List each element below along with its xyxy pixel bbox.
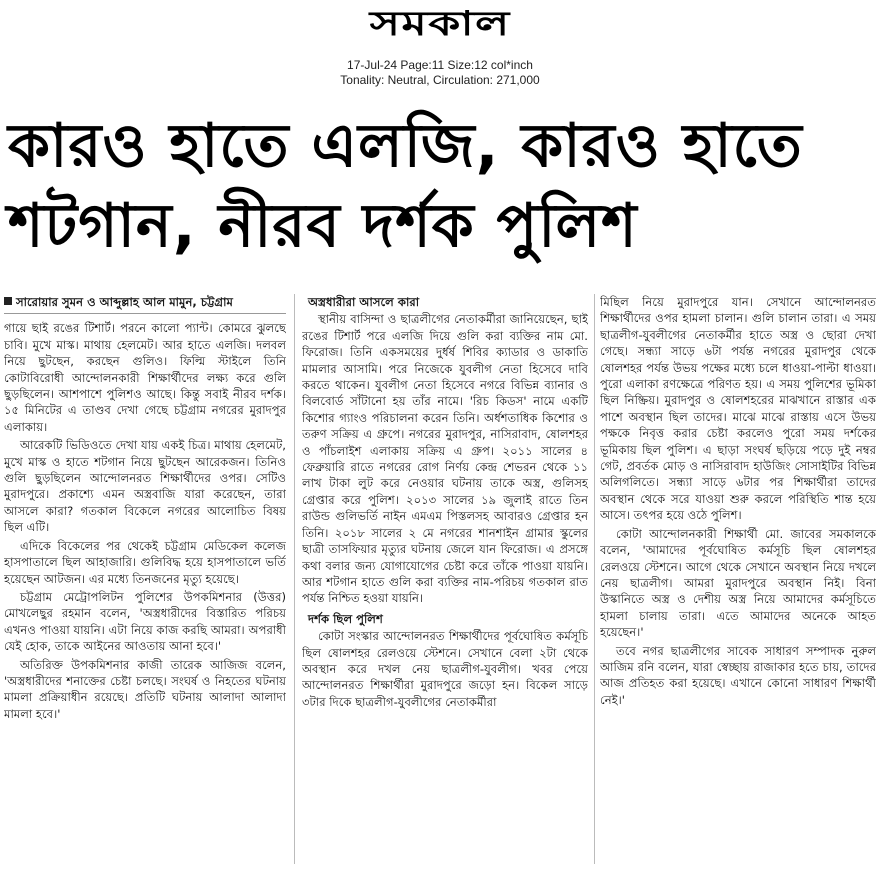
clip-meta-line2: Tonality: Neutral, Circulation: 271,000 xyxy=(340,73,540,87)
headline xyxy=(8,106,876,266)
paragraph: গায়ে ছাই রঙের টিশার্ট। পরনে কালো প্যান্ট। কোমরে ঝুলছে চাবি। মুখে মাস্ক। মাথায় হেলমেট। আর হাতে এলজি। দলবল নিয়ে ছুটছেন, করছেন গুলিও। ফিল্মি স্টাইলে তিনি কোটাবিরোধী আন্দোলনকারী শিক্ষার্থীদের লক্ষ্য করে গুলি ছুড়ছিলেন। আশপাশে পুলিশও আছে। কিন্তু সবাই নীরব দর্শক। ১৫ মিনিটের এ তাণ্ডব দেখা গেছে চট্টগ্রাম নগরের মুরাদপুর এলাকায়। xyxy=(4,321,286,434)
paragraph: কোটা আন্দোলনকারী শিক্ষার্থী মো. জাবের সমকালকে বলেন, 'আমাদের পূর্বঘোষিত কর্মসূচি ছিল ষোলশহর রেলওয়ে স্টেশনে। আগে থেকে সেখানে অবস্থান নিয়ে দখলে নেয় ছাত্রলীগ। আমরা মুরাদপুরে অবস্থান নিই। বিনা উস্কানিতে অস্ত্র ও দেশীয় অস্ত্র নিয়ে আমাদের কর্মসূচিতে হামলা চালায় তারা। এতে আমাদের অনেকে আহত হয়েছেন।' xyxy=(600,526,876,640)
paragraph: মিছিল নিয়ে মুরাদপুরে যান। সেখানে আন্দোলনরত শিক্ষার্থীদের ওপর হামলা চালান। গুলি চালান তারা। এ সময় ছাত্রলীগ-যুবলীগের নেতাকর্মীর হাতে অস্ত্র ও ছোরা দেখা গেছে। সন্ধ্যা সাড়ে ৬টা পর্যন্ত নগরের মুরাদপুর থেকে ষোলশহর পর্যন্ত উভয় পক্ষের মধ্যে চলে ধাওয়া-পাল্টা ধাওয়া। পুরো এলাকা রণক্ষেত্রে পরিণত হয়। এ সময় পুলিশের ভূমিকা ছিল নিষ্ক্রিয়। মুরাদপুর ও ষোলশহরের মাঝখানে রাস্তার এক পাশে অবস্থান ছিল তাদের। মাঝে মাঝে রাস্তায় এসে উভয় পক্ষকে নিবৃত্ত করার চেষ্টা করলেও পুরো সময় দর্শকের ভূমিকায় ছিল পুলিশ। এ ছাড়া সংঘর্ষ ছড়িয়ে পড়ে দুই নম্বর গেট, প্রবর্তক মোড় ও নাসিরাবাদ হাউজিং সোসাইটির বিভিন্ন অলিগলিতে। সন্ধ্যা সাড়ে ৬টার পর শিক্ষার্থীরা তাদের অবস্থান থেকে সরে যাওয়া শুরু করলে পরিস্থিতি শান্ত হয়ে আসে। তৎপর হয়ে ওঠে পুলিশ। xyxy=(600,295,876,523)
paragraph: স্থানীয় বাসিন্দা ও ছাত্রলীগের নেতাকর্মীরা জানিয়েছেন, ছাই রঙের টিশার্ট পরে এলজি দিয়ে গুলি করা ব্যক্তির নাম মো. ফিরোজ। তিনি একসময়ের দুর্ধর্ষ শিবির ক্যাডার ও ডাকাতি মামলার আসামি। পরে নিজেকে যুবলীগ নেতা হিসেবে দাবি করতে থাকেন। যুবলীগ নেতা হিসেবে নগরে বিভিন্ন ব্যানার ও বিলবোর্ড সাঁটানো হয় তাঁর নামে। 'রিচ কিডস' নামে একটি কিশোর গ্যাংও পরিচালনা করেন তিনি। অর্ধশতাধিক কিশোর ও তরুণ সক্রিয় এ গ্রুপে। নগরের মুরাদপুর, নাসিরাবাদ, ষোলশহর ও পাঁচলাইশ এলাকায় সক্রিয় এ গ্রুপ। ২০১১ সালের ৪ ফেব্রুয়ারি রাতে নগরের রোগ নির্ণয় কেন্দ্র শেভরন থেকে ১১ লাখ টাকা লুট করে নেওয়ার ঘটনায় তাকে অস্ত্র, গুলিসহ গ্রেপ্তার করে পুলিশ। ২০১৩ সালের ১৯ জুলাই রাতে তিন রাউন্ড গুলিভর্তি নাইন এমএম পিস্তলসহ আবারও গ্রেপ্তার হন তিনি। ২০১৮ সালের ২ মে নগরের শানশাইন গ্রামার স্কুলের ছাত্রী তাসফিয়ার মৃত্যুর ঘটনায় জেলে যান ফিরোজ। এ প্রসঙ্গে কথা বলার জন্য যোগাযোগের চেষ্টা করে তাঁকে পাওয়া যায়নি। আর শটগান হাতে গুলি করা ব্যক্তির নাম-পরিচয় গতকাল রাত পর্যন্ত নিশ্চিত হওয়া যায়নি। xyxy=(302,312,588,606)
headline-line2: শটগান, নীরব দর্শক পুলিশ xyxy=(8,191,638,261)
byline-text: সারোয়ার সুমন ও আব্দুল্লাহ আল মামুন, চট্টগ্রাম xyxy=(16,295,233,309)
paragraph: চট্টগ্রাম মেট্রোপলিটন পুলিশের উপকমিশনার (উত্তর) মোখলেছুর রহমান বলেন, 'অস্ত্রধারীদের বিস্তারিত পরিচয় এখনও পাওয়া যায়নি। এটা নিয়ে কাজ করছি আমরা। অপরাধী যেই হোক, তাকে আইনের আওতায় আনা হবে।' xyxy=(4,589,286,654)
paragraph: কোটা সংস্কার আন্দোলনরত শিক্ষার্থীদের পূর্বঘোষিত কর্মসূচি ছিল ষোলশহর রেলওয়ে স্টেশনে। সেখানে বেলা ২টা থেকে অবস্থান করে দখল নেয় ছাত্রলীগ-যুবলীগ। খবর পেয়ে আন্দোলনরত শিক্ষার্থীরা মুরাদপুরে জড়ো হন। বিকেল সাড়ে ৩টার দিকে ছাত্রলীগ-যুবলীগের নেতাকর্মীরা xyxy=(302,629,588,709)
subheading: অস্ত্রধারীরা আসলে কারা xyxy=(308,295,420,309)
clip-meta-line1: 17-Jul-24 Page:11 Size:12 col*inch xyxy=(347,58,533,72)
article-column-3 xyxy=(600,294,876,864)
column-divider xyxy=(594,294,595,864)
article-column-1 xyxy=(4,294,286,864)
headline-line1: কারও হাতে এলজি, কারও হাতে xyxy=(8,111,803,181)
column-divider xyxy=(294,294,295,864)
subheading: দর্শক ছিল পুলিশ xyxy=(308,611,383,626)
square-bullet-icon xyxy=(4,297,12,305)
newspaper-logo: সমকাল xyxy=(369,4,511,44)
paragraph: এদিকে বিকেলের পর থেকেই চট্টগ্রাম মেডিকেল কলেজ হাসপাতালে ছিল আহাজারি। গুলিবিদ্ধ হয়ে হাসপাতালে ভর্তি হয়েছেন আটজন। এর মধ্যে তিনজনের মৃত্যু হয়েছে। xyxy=(4,538,286,586)
paragraph: অতিরিক্ত উপকমিশনার কাজী তারেক আজিজ বলেন, 'অস্ত্রধারীদের শনাক্তের চেষ্টা চলছে। সংঘর্ষ ও নিহতের ঘটনায় মামলা প্রক্রিয়াধীন রয়েছে। প্রতিটি ঘটনায় আলাদা আলাদা মামলা হবে।' xyxy=(4,657,286,721)
byline xyxy=(4,294,286,314)
article-column-2 xyxy=(302,294,588,864)
masthead xyxy=(0,4,880,44)
paragraph: তবে নগর ছাত্রলীগের সাবেক সাধারণ সম্পাদক নুরুল আজিম রনি বলেন, যারা স্বেচ্ছায় রাজাকার হতে চায়, তাদের আজ প্রতিহত করা হয়েছে। এখানে কোনো সাধারণ শিক্ষার্থী নেই।' xyxy=(600,643,876,707)
paragraph: আরেকটি ভিডিওতে দেখা যায় একই চিত্র। মাথায় হেলমেট, মুখে মাস্ক ও হাতে শটগান নিয়ে ছুটছেন আরেকজন। তিনিও গুলি ছুড়ছিলেন আন্দোলনরত শিক্ষার্থীদের ওপর। সেটিও মুরাদপুরে। প্রকাশ্যে এমন অস্ত্রবাজি যারা করেছেন, তারা আসলে কারা? গতকাল বিকেলে নগরের আলোচিত বিষয় ছিল এটি। xyxy=(4,438,286,535)
